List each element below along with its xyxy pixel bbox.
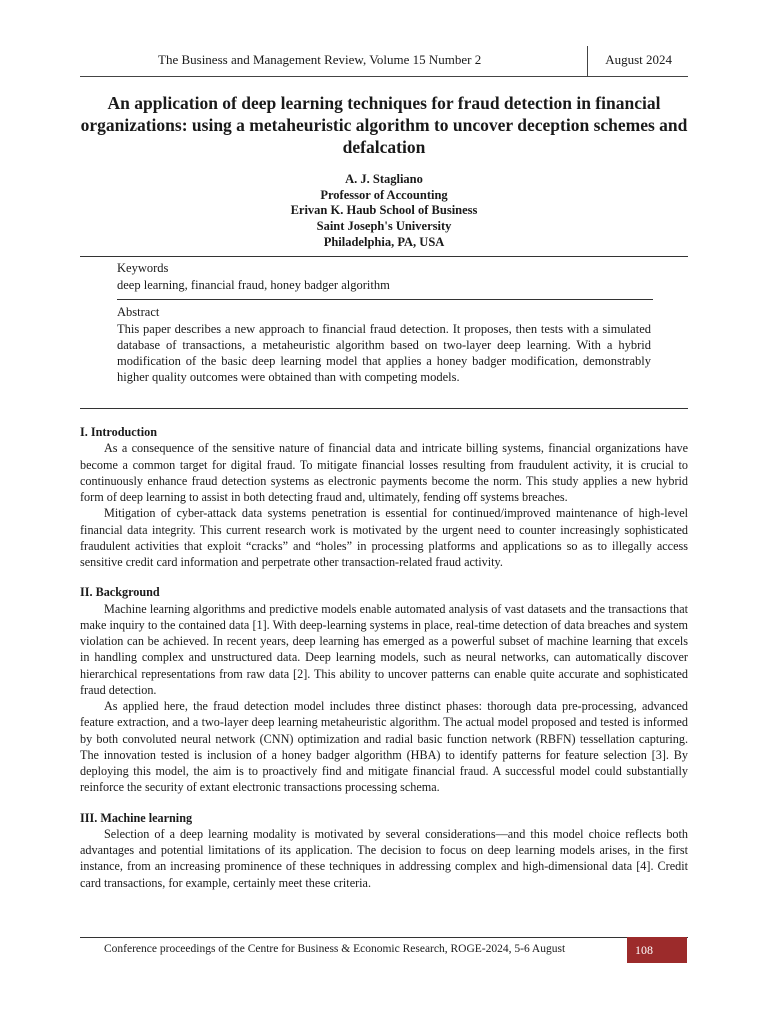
section-heading: I. Introduction <box>80 425 157 439</box>
author-location: Philadelphia, PA, USA <box>323 234 445 249</box>
keywords-text: deep learning, financial fraud, honey badger algorithm <box>117 278 390 292</box>
paper-body <box>80 424 688 891</box>
divider <box>80 408 688 409</box>
paragraph: Mitigation of cyber-attack data systems penetration is essential for continued/improved maintenance of high-level financial data integrity. This current research work is motivated by the urgent need to counter increasingly sophisticated fraudulent activities that exploit “cracks” and “holes” in processing platforms and applications so as to illegally access sensitive credit card information and perpetrate other transaction-related fraud activity. <box>80 506 688 569</box>
author-block <box>80 172 688 251</box>
author-school: Erivan K. Haub School of Business <box>290 203 478 218</box>
author-position: Professor of Accounting <box>320 187 448 202</box>
divider <box>80 256 688 257</box>
author-name: A. J. Stagliano <box>345 172 423 186</box>
page-number-badge: 108 <box>627 937 687 963</box>
paragraph: Selection of a deep learning modality is motivated by several considerations—and this model choice reflects both advantages and potential limitations of its application. The decision to focus on deep learning models arises, in the first instance, from an increasing prominence of these techniques in addressing complex and high-dimensional data [4]. Credit card transactions, for example, certainly meet these criteria. <box>80 826 688 890</box>
abstract-text: This paper describes a new approach to financial fraud detection. It proposes, then tests with a simulated database of transactions, a metaheuristic algorithm based on two-layer deep learning. With a hybrid modification of the basic deep learning model that applies a honey badger modification, demonstrably higher quality outcomes were obtained than with competing models. <box>117 322 651 384</box>
abstract-heading: Abstract <box>117 305 160 319</box>
paragraph: As applied here, the fraud detection model includes three distinct phases: thorough data pre-processing, advanced feature extraction, and a two-layer deep learning metaheuristic algorithm. The actual model proposed and tested is informed by both convoluted neural network (CNN) optimization and radial basic function network (RBFN) tessellation capturing. The innovation tested is inclusion of a honey badger algorithm (HBA) to identify patterns for feature selection [3]. By deploying this model, the aim is to proactively find and mitigate financial fraud. A successful model could substantially reinforce the security of extant electronic transactions processing schema. <box>80 699 688 795</box>
section-heading: II. Background <box>80 585 160 600</box>
running-header <box>80 46 688 77</box>
section-heading: III. Machine learning <box>80 810 193 825</box>
divider <box>117 299 653 300</box>
header-divider <box>587 46 588 76</box>
issue-date: August 2024 <box>605 52 672 67</box>
keywords-heading: Keywords <box>117 261 169 275</box>
footer-divider <box>80 937 688 938</box>
paragraph: As a consequence of the sensitive nature of financial data and intricate billing systems, financial organizations have become a common target for digital fraud. To mitigate financial losses resulting from fraudulent activity, it is crucial to continuously enhance fraud detection systems as electronic payments become the norm. This study applies a new hybrid form of deep learning to assist in both detecting fraud and, ultimately, fending off systems breaches. <box>80 441 688 504</box>
paper-title: An application of deep learning techniques for fraud detection in financial organizations: using a metaheuristic algorithm to uncover deception schemes and defalcation <box>80 93 688 157</box>
paragraph: Machine learning algorithms and predictive models enable automated analysis of vast datasets and the transactions that make inquiry to the contained data [1]. With deep-learning systems in place, real-time detection of data breaches and system violation can be achieved. In recent years, deep learning has emerged as a powerful subset of machine learning that excels in handling complex and unstructured data. Deep learning models, such as neural networks, can automatically discover hierarchical representations from raw data [2]. This ability to uncover patterns can enable quite accurate and sophisticated fraud detection. <box>80 601 688 697</box>
journal-name: The Business and Management Review, Volume 15 Number 2 <box>158 52 482 67</box>
author-university: Saint Joseph's University <box>316 219 452 234</box>
footer-text: Conference proceedings of the Centre for Business & Economic Research, ROGE-2024, 5-6 August <box>104 943 566 955</box>
